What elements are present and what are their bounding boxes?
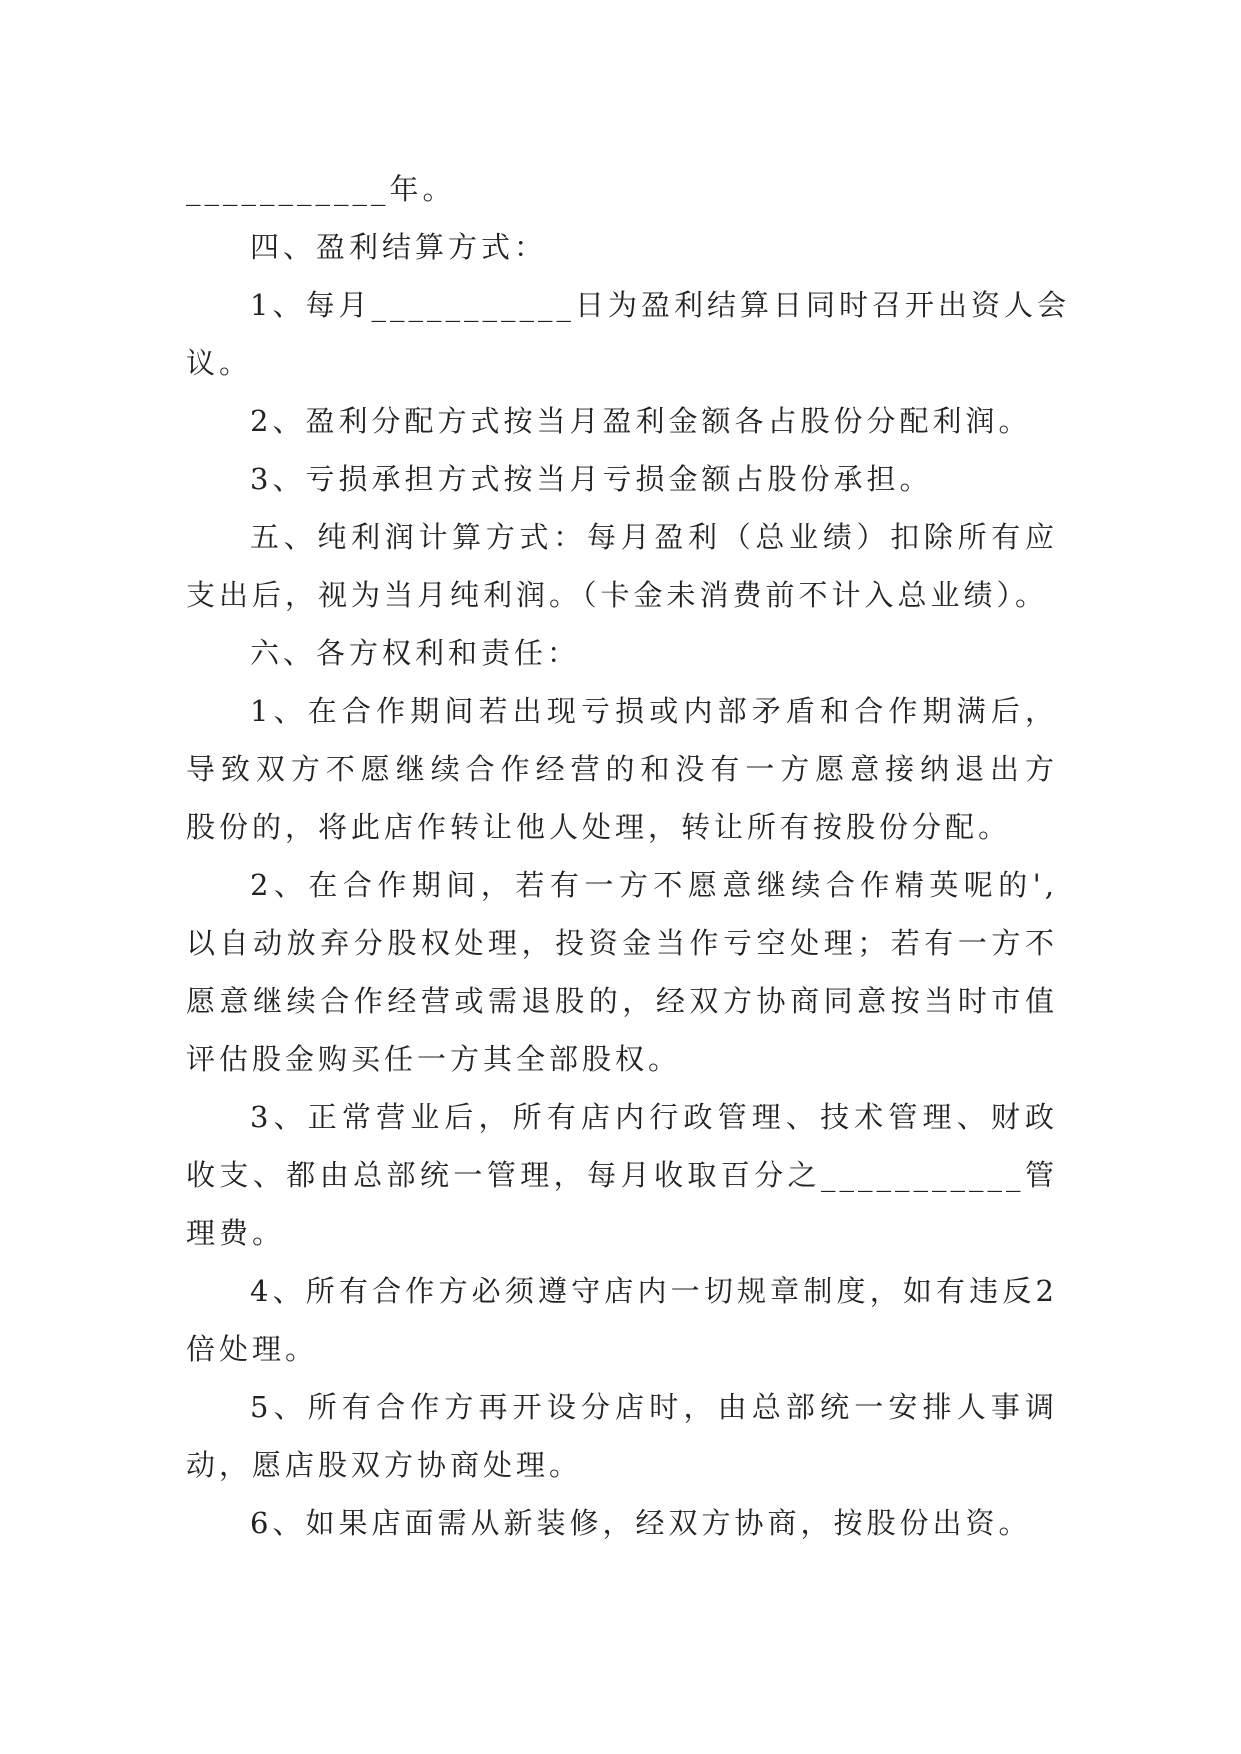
text-line: 5、所有合作方再开设分店时，由总部统一安排人事调 bbox=[250, 1390, 1058, 1424]
text-line: 理费。 bbox=[186, 1216, 286, 1250]
text-line: 倍处理。 bbox=[186, 1332, 319, 1366]
text-line: 3、亏损承担方式按当月亏损金额占股份承担。 bbox=[250, 462, 933, 496]
text-line: 评估股金购买任一方其全部股权。 bbox=[186, 1042, 682, 1076]
text-line: 支出后，视为当月纯利润。（卡金未消费前不计入总业绩）。 bbox=[186, 578, 1049, 612]
text-line: ___________年。 bbox=[186, 172, 456, 206]
section-heading: 六、各方权利和责任： bbox=[250, 636, 581, 670]
text-line: 动，愿店股双方协商处理。 bbox=[186, 1448, 583, 1482]
text-line: 2、在合作期间，若有一方不愿意继续合作精英呢的', bbox=[250, 868, 1058, 902]
text-line: 1、每月___________日为盈利结算日同时召开出资人会 bbox=[250, 288, 1070, 322]
text-line: 2、盈利分配方式按当月盈利金额各占股份分配利润。 bbox=[250, 404, 1032, 438]
text-line: 6、如果店面需从新装修，经双方协商，按股份出资。 bbox=[250, 1506, 1032, 1540]
text-line: 导致双方不愿继续合作经营的和没有一方愿意接纳退出方 bbox=[186, 752, 1058, 786]
section-heading: 四、盈利结算方式： bbox=[250, 230, 548, 264]
text-line: 4、所有合作方必须遵守店内一切规章制度，如有违反2 bbox=[250, 1274, 1058, 1308]
section-heading: 五、纯利润计算方式：每月盈利（总业绩）扣除所有应 bbox=[250, 520, 1058, 554]
text-line: 议。 bbox=[186, 346, 253, 380]
document-page bbox=[186, 160, 1070, 1552]
text-line: 1、在合作期间若出现亏损或内部矛盾和合作期满后， bbox=[250, 694, 1058, 728]
text-line: 以自动放弃分股权处理，投资金当作亏空处理；若有一方不 bbox=[186, 926, 1058, 960]
text-line: 愿意继续合作经营或需退股的，经双方协商同意按当时市值 bbox=[186, 984, 1058, 1018]
text-line: 3、正常营业后，所有店内行政管理、技术管理、财政 bbox=[250, 1100, 1058, 1134]
text-line: 股份的，将此店作转让他人处理，转让所有按股份分配。 bbox=[186, 810, 1012, 844]
text-line: 收支、都由总部统一管理，每月收取百分之___________管 bbox=[186, 1158, 1058, 1192]
